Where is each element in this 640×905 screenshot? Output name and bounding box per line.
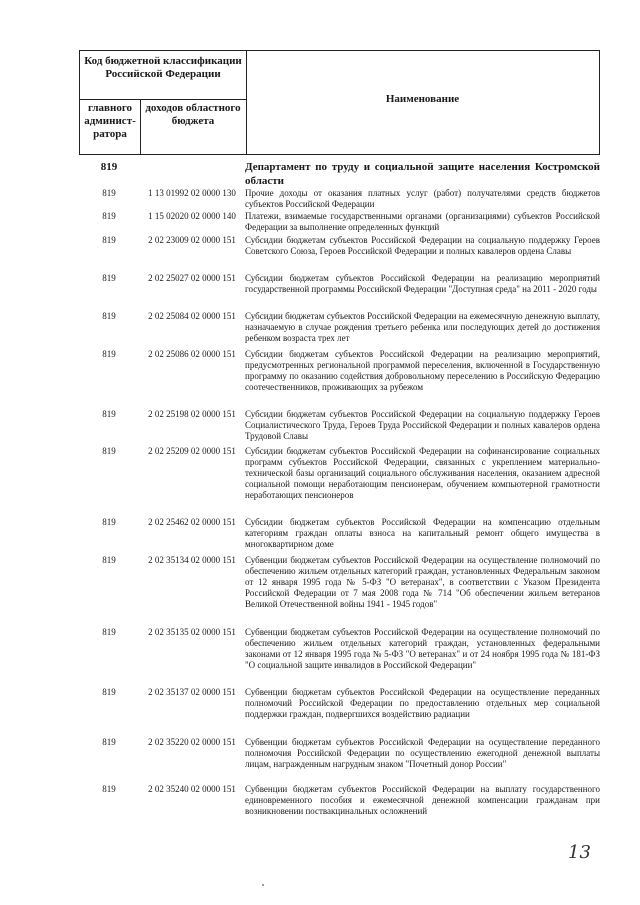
income-code-cell: 2 02 35220 02 0000 151 <box>148 737 236 747</box>
name-cell: Департамент по труду и социальной защите населения Костромской области <box>245 161 600 187</box>
income-code-cell: 2 02 25086 02 0000 151 <box>148 349 236 359</box>
income-code-cell: 2 02 35137 02 0000 151 <box>148 687 236 697</box>
income-code-cell: 2 02 25462 02 0000 151 <box>148 517 236 527</box>
table-row <box>79 555 600 627</box>
admin-code-cell: 819 <box>102 211 116 221</box>
table-row <box>79 737 600 784</box>
admin-code-cell: 819 <box>102 235 116 245</box>
income-code-cell: 2 02 25198 02 0000 151 <box>148 409 236 419</box>
name-cell: Прочие доходы от оказания платных услуг (работ) получателями средств бюджетов субъектов Российской Федерации <box>245 188 600 209</box>
table-row <box>79 517 600 555</box>
admin-code-cell: 819 <box>102 273 116 283</box>
name-cell: Субвенции бюджетам субъектов Российской Федерации на выплату государственного единовременного пособия и ежемесячной денежной компенсации гражданам при возникновении поствакцинальных осложнений <box>245 784 600 816</box>
name-cell: Субсидии бюджетам субъектов Российской Федерации на социальную поддержку Героев Советского Союза, Героев Российской Федерации и полных кавалеров ордена Славы <box>245 235 600 256</box>
department-row <box>79 160 600 188</box>
income-code-cell: 2 02 25209 02 0000 151 <box>148 446 236 456</box>
table-row <box>79 235 600 273</box>
header-code-title: Код бюджетной классификации Российской Федерации <box>84 55 242 80</box>
table-row <box>79 784 600 822</box>
admin-code-cell: 819 <box>102 409 116 419</box>
header-income-column: доходов областного бюджета <box>145 102 241 127</box>
table-body <box>79 160 600 822</box>
header-divider <box>80 99 246 100</box>
table-row <box>79 446 600 517</box>
name-cell: Субвенции бюджетам субъектов Российской Федерации на осуществление переданных полномочий Российской Федерации по предоставлению отдельных мер социальной поддержки граждан, подвергшихся воздействию радиации <box>245 687 600 719</box>
name-cell: Субвенции бюджетам субъектов Российской Федерации на осуществление полномочий по обеспечению жильем отдельных категорий граждан, установленных Федеральным законом от 12 января 1995 года № 5-ФЗ "О ветеранах", в соответствии с Указом Президента Российской Федерации от 7 мая 2008 года № 714 "Об обеспечении жильем ветеранов Великой Отечественной войны 1941 - 1945 годов" <box>245 555 600 609</box>
name-cell: Платежи, взимаемые государственными органами (организациями) субъектов Российской Федерации за выполнение определенных функций <box>245 211 600 232</box>
income-code-cell: 2 02 25084 02 0000 151 <box>148 311 236 321</box>
name-cell: Субвенции бюджетам субъектов Российской Федерации на осуществление переданного полномочия Российской Федерации по осуществлению ежегодной денежной выплаты лицам, награжденным нагрудным знаком "Почетный донор России" <box>245 737 600 769</box>
name-cell: Субсидии бюджетам субъектов Российской Федерации на компенсацию отдельным категориям граждан оплаты взноса на капитальный ремонт общего имущества в многоквартирном доме <box>245 517 600 549</box>
table-row <box>79 311 600 349</box>
admin-code-cell: 819 <box>102 446 116 456</box>
table-row <box>79 409 600 446</box>
admin-code-cell: 819 <box>102 188 116 198</box>
table-row <box>79 687 600 737</box>
table-header <box>79 50 600 155</box>
admin-code-cell: 819 <box>102 311 116 321</box>
admin-code-cell: 819 <box>102 349 116 359</box>
admin-code-cell: 819 <box>102 555 116 565</box>
table-row <box>79 188 600 211</box>
admin-code-cell: 819 <box>102 737 116 747</box>
income-code-cell: 2 02 35240 02 0000 151 <box>148 784 236 794</box>
name-cell: Субсидии бюджетам субъектов Российской Федерации на реализацию мероприятий государственной программы Российской Федерации "Доступная среда" на 2011 - 2020 годы <box>245 273 600 294</box>
page-number: 13 <box>568 842 591 863</box>
income-code-cell: 1 13 01992 02 0000 130 <box>148 188 236 198</box>
income-code-cell: 2 02 35135 02 0000 151 <box>148 627 236 637</box>
income-code-cell: 2 02 35134 02 0000 151 <box>148 555 236 565</box>
table-row <box>79 211 600 235</box>
header-name-column: Наименование <box>385 93 460 105</box>
income-code-cell: 1 15 02020 02 0000 140 <box>148 211 236 221</box>
name-cell: Субсидии бюджетам субъектов Российской Федерации на софинансирование социальных программ субъектов Российской Федерации, связанных с укреплением материально-технической базы организаций социального обслуживания населения, оказанием адресной социальной помощи неработающим пенсионерам, обучением компьютерной грамотности неработающих пенсионеров <box>245 446 600 500</box>
scan-speck <box>262 884 264 886</box>
table-row <box>79 349 600 409</box>
income-code-cell: 2 02 23009 02 0000 151 <box>148 235 236 245</box>
name-cell: Субвенции бюджетам субъектов Российской Федерации на осуществление полномочий по обеспечению жильем отдельных категорий граждан, установленных федеральными законами от 12 января 1995 года № 5-ФЗ "О ветеранах" и от 24 ноября 1995 года № 181-ФЗ "О социальной защите инвалидов в Российской Федерации" <box>245 627 600 670</box>
admin-code-cell: 819 <box>102 784 116 794</box>
admin-code-cell: 819 <box>102 517 116 527</box>
name-cell: Субсидии бюджетам субъектов Российской Федерации на реализацию мероприятий, предусмотренных региональной программой переселения, включенной в Государственную программу по оказанию содействия добровольному переселению в Российскую Федерацию соотечественников, проживающих за рубежом <box>245 349 600 392</box>
table-row <box>79 627 600 687</box>
name-cell: Субсидии бюджетам субъектов Российской Федерации на ежемесячную денежную выплату, назначаемую в случае рождения третьего ребенка или последующих детей до достижения ребенком возраста трех лет <box>245 311 600 343</box>
admin-code-cell: 819 <box>102 627 116 637</box>
table-row <box>79 273 600 311</box>
admin-code-cell: 819 <box>100 161 118 173</box>
income-code-cell <box>139 160 245 188</box>
income-code-cell: 2 02 25027 02 0000 151 <box>148 273 236 283</box>
admin-code-cell: 819 <box>102 687 116 697</box>
name-cell: Субсидии бюджетам субъектов Российской Федерации на социальную поддержку Героев Социалистического Труда, Героев Труда Российской Федерации и полных кавалеров ордена Трудовой Славы <box>245 409 600 441</box>
header-admin-column: главного админист-ратора <box>84 102 136 140</box>
